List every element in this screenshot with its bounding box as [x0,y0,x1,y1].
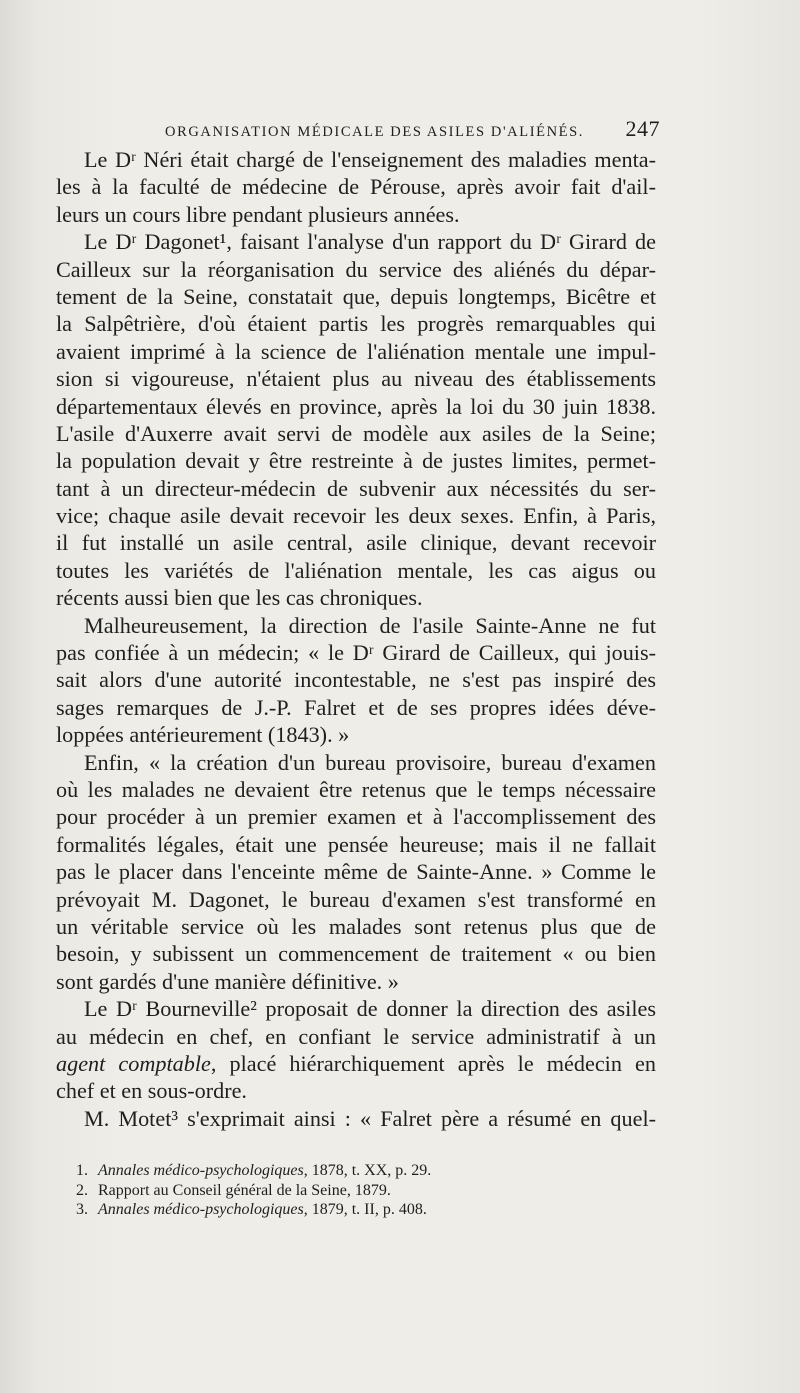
text-line: sion si vigoureuse, n'étaient plus au niveau des établissements [56,366,656,392]
footnote-citation: Rapport au Conseil général de la Seine, 1879. [98,1181,391,1199]
text-line: toutes les variétés de l'aliénation mentale, les cas aigus ou [56,557,656,583]
footnote-number: 3. [76,1201,88,1218]
footnote [76,1161,636,1181]
text-line: formalités légales, était une pensée heureuse; mais il ne fallait [56,831,656,857]
text-line: un véritable service où les malades sont retenus plus que de [56,913,656,939]
text-line: Le Dʳ Néri était chargé de l'enseignement des maladies menta- [84,147,656,172]
text-line: Cailleux sur la réorganisation du service des aliénés du dépar- [56,256,656,282]
text-line: sages remarques de J.-P. Falret et de ses propres idées déve- [56,694,656,720]
footnote-number: 2. [76,1181,88,1199]
footnote-number: 1. [76,1162,88,1179]
text-line: besoin, y subissent un commencement de traitement « ou bien [56,941,656,967]
text-line: L'asile d'Auxerre avait servi de modèle aux asiles de la Seine; [56,420,656,446]
running-title: ORGANISATION MÉDICALE DES ASILES D'ALIÉNÉS. [165,124,585,140]
text-line: pas le placer dans l'enceinte même de Sainte-Anne. » Comme le [56,859,656,885]
footnote [76,1181,636,1201]
footnote-citation: , 1878, t. XX, p. 29. [303,1162,432,1179]
text-line: M. Motet³ s'exprimait ainsi : « Falret père a résumé en quel- [84,1105,656,1131]
text-line: leurs un cours libre pendant plusieurs années. [56,201,460,227]
text-line: vice; chaque asile devait recevoir les deux sexes. Enfin, à Paris, [56,503,656,529]
text-line: pas confiée à un médecin; « le Dʳ Girard de Cailleux, qui jouis- [56,640,656,666]
text-line: agent comptable, placé hiérarchiquement après le médecin en [56,1050,656,1076]
footnote [76,1200,636,1220]
page-header [165,116,660,142]
journal-title: Annales médico-psychologiques [98,1201,304,1218]
footnotes [76,1161,636,1220]
text-line: Enfin, « la création d'un bureau provisoire, bureau d'examen [84,749,656,775]
text-line: il fut installé un asile central, asile clinique, devant recevoir [56,530,656,556]
text-line: Le Dʳ Dagonet¹, faisant l'analyse d'un rapport du Dʳ Girard de [84,229,656,255]
text-line: Le Dʳ Bourneville² proposait de donner la direction des asiles [84,996,656,1022]
text-line: départementaux élevés en province, après la loi du 30 juin 1838. [56,393,656,419]
text-line: la Salpêtrière, d'où étaient partis les progrès remarquables qui [56,311,656,337]
text-line: pour procéder à un premier examen et à l'accomplissement des [56,804,656,830]
journal-title: Annales médico-psychologiques [98,1162,304,1179]
page-number: 247 [625,116,660,141]
text-line: loppées antérieurement (1843). » [56,722,350,748]
text-line: tement de la Seine, constatait que, depuis longtemps, Bicêtre et [56,283,656,309]
text-line: récents aussi bien que les cas chroniques. [56,585,423,611]
text-line: avaient imprimé à la science de l'aliénation mentale une impul- [56,338,656,364]
text-line: où les malades ne devaient être retenus que le temps nécessaire [56,776,656,802]
text-line: sait alors d'une autorité incontestable, ne s'est pas inspiré des [56,667,656,693]
text-line: chef et en sous-ordre. [56,1078,247,1104]
text-line: au médecin en chef, en confiant le service administratif à un [56,1023,656,1049]
body-text [56,146,656,1132]
italic-term: agent comptable [56,1050,211,1076]
text-line: la population devait y être restreinte à de justes limites, permet- [56,448,656,474]
text-line: Malheureusement, la direction de l'asile Sainte-Anne ne fut [84,612,656,638]
text-line: les à la faculté de médecine de Pérouse, après avoir fait d'ail- [56,174,656,200]
text-line: tant à un directeur-médecin de subvenir aux nécessités du ser- [56,475,656,501]
text-line: prévoyait M. Dagonet, le bureau d'examen s'est transformé en [56,886,656,912]
text-line: sont gardés d'une manière définitive. » [56,968,399,994]
footnote-citation: , 1879, t. II, p. 408. [303,1201,427,1218]
